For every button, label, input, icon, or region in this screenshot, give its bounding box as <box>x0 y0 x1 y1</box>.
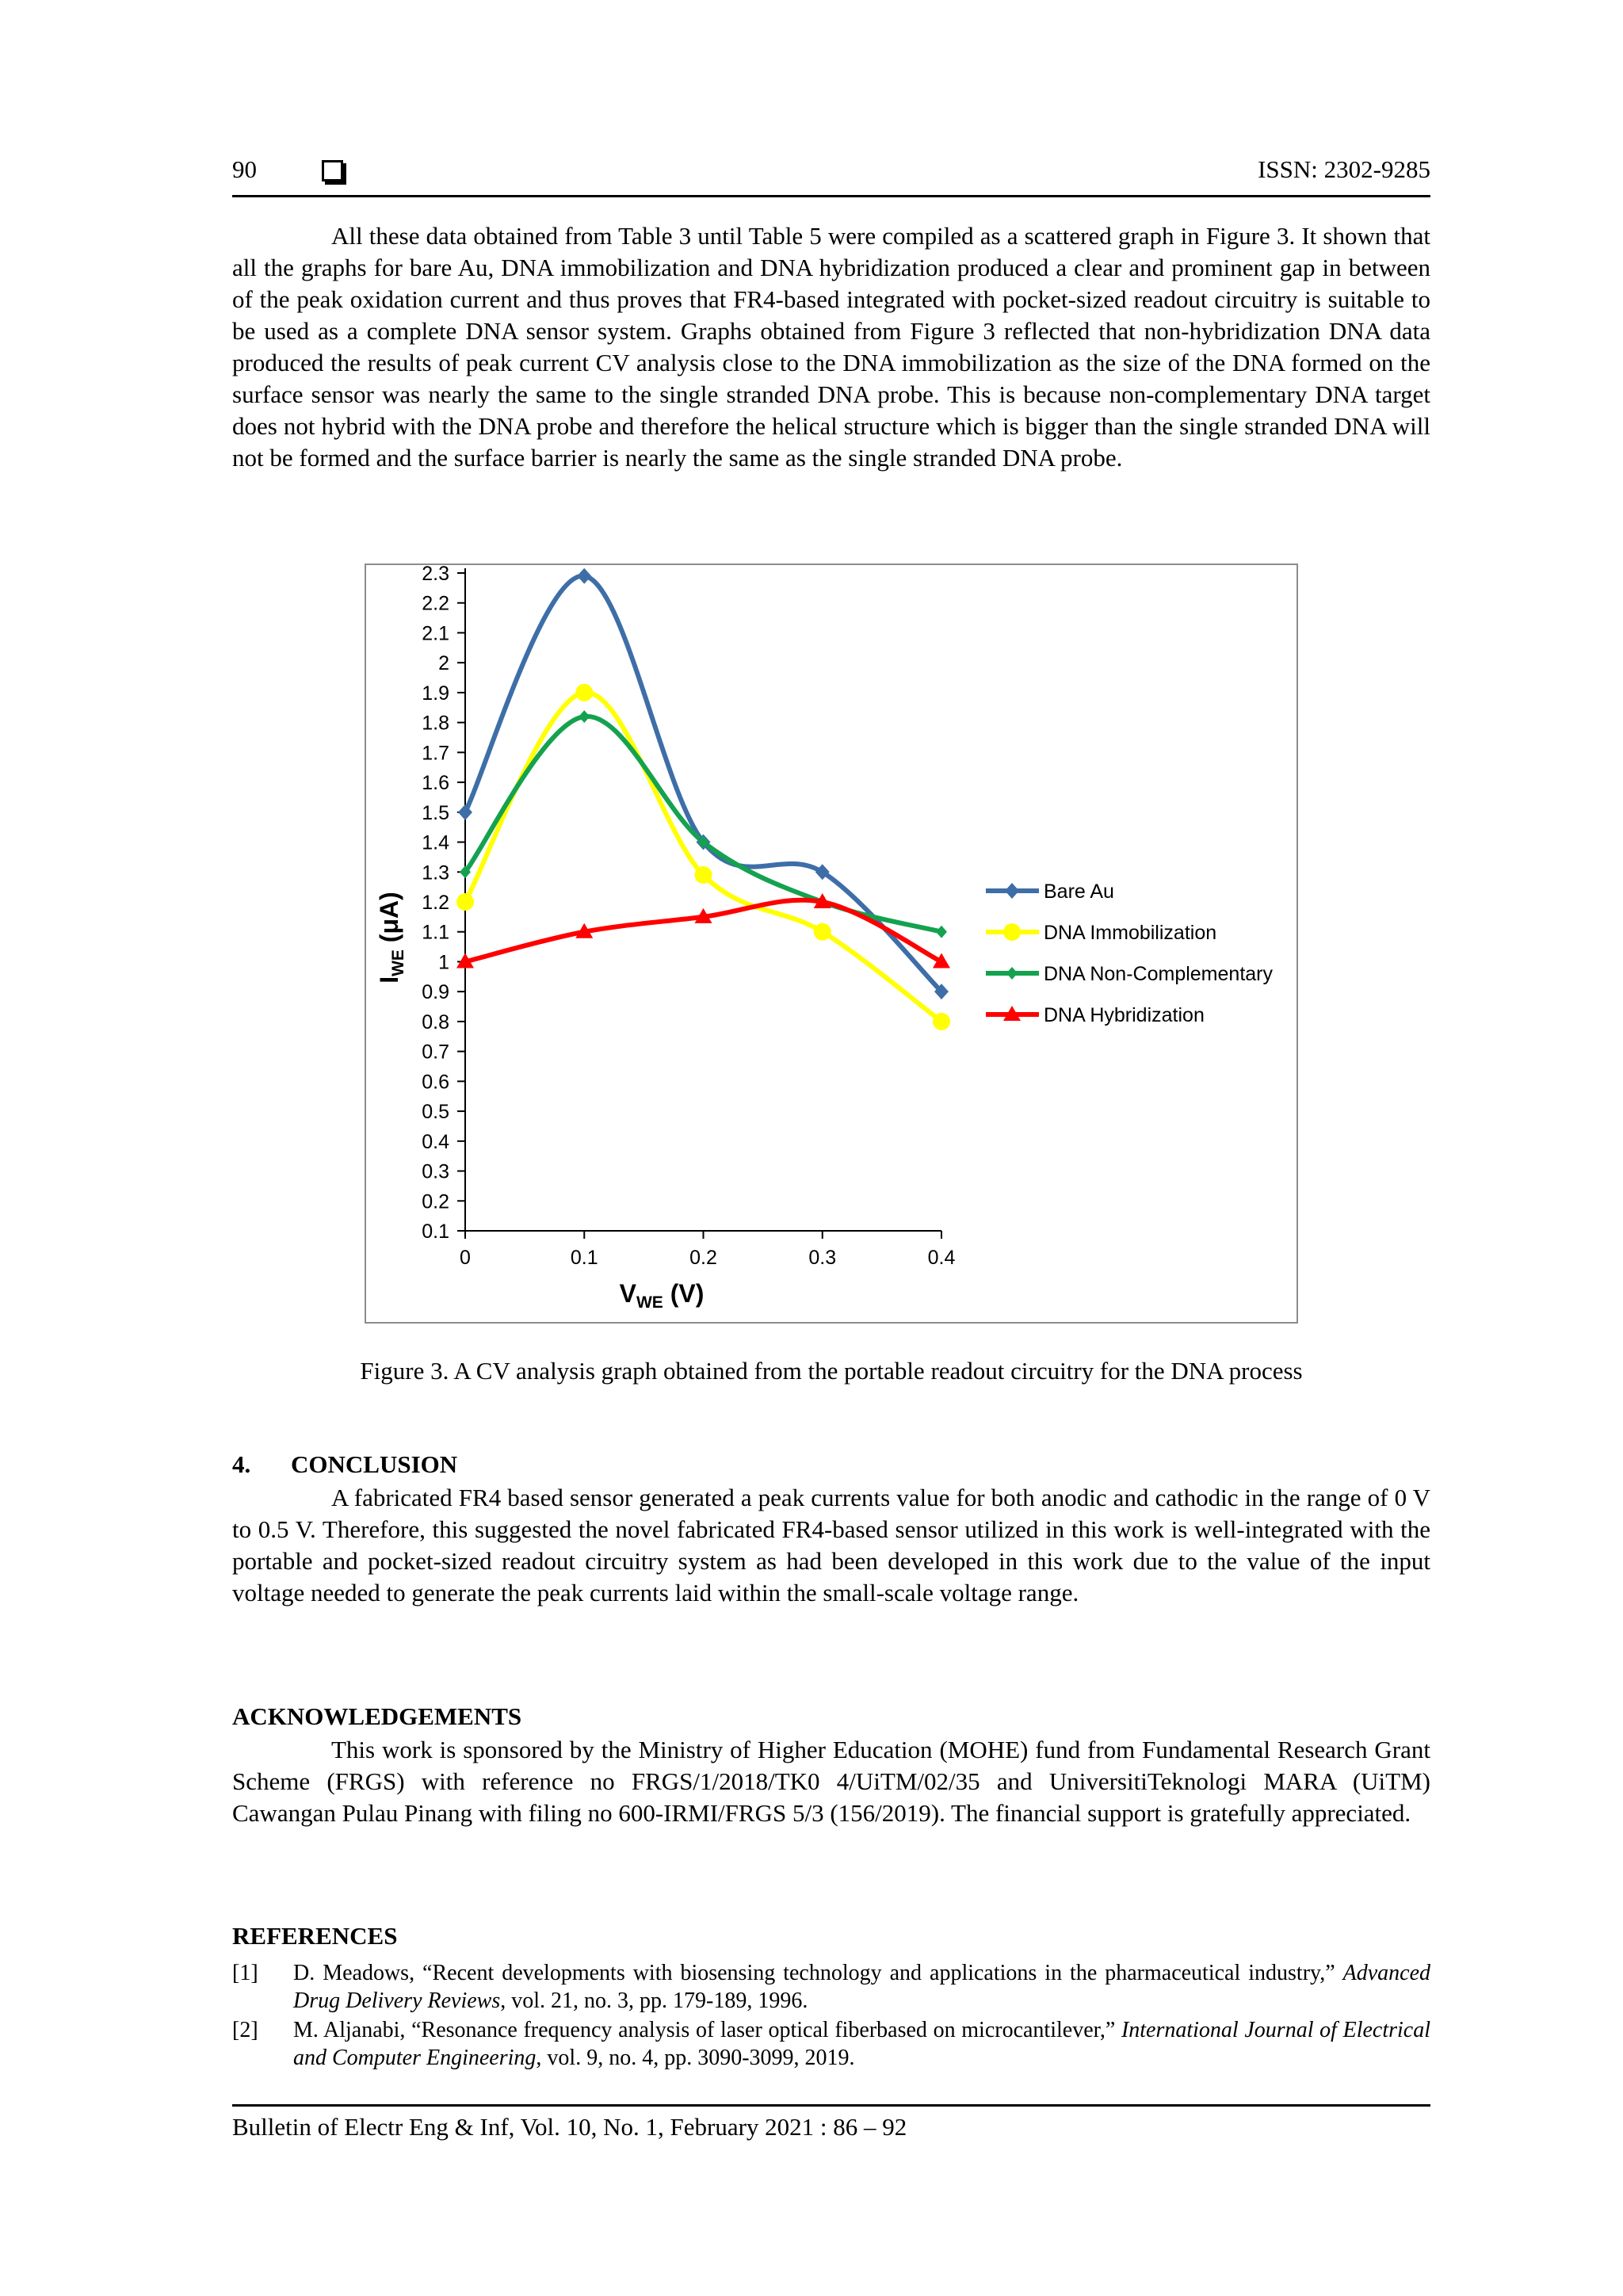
section-title: CONCLUSION <box>291 1450 458 1478</box>
y-axis-title <box>375 892 407 984</box>
data-point <box>577 568 591 584</box>
series-line <box>465 576 941 992</box>
x-tick-label: 0 <box>460 1247 471 1269</box>
legend-label: DNA Immobilization <box>1044 922 1217 944</box>
page-header <box>232 155 1430 197</box>
reference-item <box>232 2016 1430 2072</box>
legend-marker <box>1005 883 1019 899</box>
acknowledgements-paragraph: This work is sponsored by the Ministry of Higher Education (MOHE) fund from Fundamental Research Grant Scheme (FRGS) with reference no FRGS/1/2018/TK0 4/UiTM/02/35 and UniversitiTeknologi MARA (UiTM) Cawangan Pulau Pinang with filing no 600-IRMI/FRGS 5/3 (156/2019). The financial support is gratefully appreciated. <box>232 1736 1430 1827</box>
conclusion-heading <box>232 1450 457 1479</box>
legend-label: DNA Non-Complementary <box>1044 963 1273 985</box>
y-axis-title-sub: WE <box>389 949 407 976</box>
y-tick-label: 2.3 <box>422 565 449 585</box>
intro-paragraph: All these data obtained from Table 3 until Table 5 were compiled as a scattered graph in Figure 3. It shown that all the graphs for bare Au, DNA immobilization and DNA hybridization produced a clear and prominent gap in between of the peak oxidation current and thus proves that FR4-based integrated with pocket-sized readout circuitry is suitable to be used as a complete DNA sensor system. Graphs obtained from Figure 3 reflected that non-hybridization DNA data produced the results of peak current CV analysis close to the DNA immobilization as the size of the DNA formed on the surface sensor was nearly the same to the single stranded DNA probe. This is because non-complementary DNA target does not hybrid with the DNA probe and therefore the helical structure which is bigger than the single stranded DNA will not be formed and the surface barrier is nearly the same as the single stranded DNA probe. <box>232 222 1430 472</box>
reference-item <box>232 1959 1430 2015</box>
y-tick-label: 0.1 <box>422 1221 449 1243</box>
y-tick-label: 0.7 <box>422 1041 449 1064</box>
data-point <box>814 923 831 941</box>
data-point <box>933 1013 950 1030</box>
reference-journal: Advanced Drug Delivery Reviews <box>293 1961 1430 2013</box>
chart-axes <box>465 568 941 1231</box>
y-tick-label: 2.1 <box>422 622 449 645</box>
reference-text: M. Aljanabi, “Resonance frequency analysis of laser optical fiberbased on microcantilever,” <box>293 2018 1121 2042</box>
data-point <box>695 866 712 884</box>
series-markers <box>456 568 950 1030</box>
y-tick-label: 1.4 <box>422 831 449 854</box>
references-heading: REFERENCES <box>232 1922 398 1950</box>
y-tick-label: 1 <box>438 951 449 974</box>
issn-label: ISSN: 2302-9285 <box>1258 155 1430 183</box>
y-tick-label: 1.9 <box>422 682 449 705</box>
x-tick-label: 0.2 <box>689 1247 717 1269</box>
x-axis-ticks <box>460 1231 955 1269</box>
y-tick-label: 2.2 <box>422 592 449 615</box>
y-tick-label: 1.3 <box>422 861 449 884</box>
y-tick-label: 1.8 <box>422 712 449 735</box>
chart-legend <box>986 881 1273 1026</box>
reference-details: , vol. 21, no. 3, pp. 179-189, 1996. <box>500 1988 808 2013</box>
data-point <box>936 926 947 938</box>
x-axis-title <box>620 1279 705 1312</box>
legend-label: Bare Au <box>1044 881 1114 903</box>
reference-details: , vol. 9, no. 4, pp. 3090-3099, 2019. <box>536 2046 855 2070</box>
y-tick-label: 1.1 <box>422 921 449 944</box>
data-point <box>575 684 593 701</box>
legend-label: DNA Hybridization <box>1044 1004 1205 1026</box>
y-tick-label: 0.9 <box>422 981 449 1004</box>
y-tick-label: 1.2 <box>422 892 449 914</box>
footer-citation: Bulletin of Electr Eng & Inf, Vol. 10, No. 1, February 2021 : 86 – 92 <box>232 2113 907 2141</box>
legend-marker <box>1003 923 1021 941</box>
y-tick-label: 0.5 <box>422 1101 449 1124</box>
y-tick-label: 2 <box>438 652 449 675</box>
reference-number: [2] <box>232 2018 258 2042</box>
y-axis-title-unit: (μA) <box>375 892 403 950</box>
series-lines <box>465 576 941 1022</box>
reference-number: [1] <box>232 1961 258 1985</box>
page-footer <box>232 2104 1430 2141</box>
reference-journal: International Journal of Electrical and Computer Engineering <box>293 2018 1430 2070</box>
section-number: 4. <box>232 1450 251 1478</box>
y-axis-title-main: I <box>375 976 403 984</box>
x-tick-label: 0.4 <box>927 1247 956 1269</box>
square-bullet-icon <box>322 160 343 181</box>
x-axis-title-unit: (V) <box>663 1279 705 1308</box>
y-tick-label: 0.8 <box>422 1010 449 1033</box>
y-tick-label: 1.5 <box>422 801 449 824</box>
y-tick-label: 0.2 <box>422 1190 449 1213</box>
series-line <box>465 693 941 1022</box>
x-tick-label: 0.3 <box>808 1247 837 1269</box>
x-axis-title-sub: WE <box>636 1293 663 1312</box>
y-tick-label: 0.6 <box>422 1071 449 1094</box>
figure-3-chart <box>365 563 1298 1324</box>
y-tick-label: 0.4 <box>422 1130 449 1153</box>
y-tick-label: 1.7 <box>422 742 449 765</box>
acknowledgements-heading: ACKNOWLEDGEMENTS <box>232 1702 522 1730</box>
page-number: 90 <box>232 155 257 183</box>
x-axis-title-main: V <box>619 1279 636 1308</box>
x-tick-label: 0.1 <box>570 1247 598 1269</box>
reference-list <box>232 1959 1430 2073</box>
figure-caption: Figure 3. A CV analysis graph obtained from the portable readout circuitry for the DNA process <box>360 1357 1303 1385</box>
data-point <box>456 893 474 911</box>
cv-analysis-chart <box>366 565 1296 1322</box>
conclusion-paragraph: A fabricated FR4 based sensor generated a peak currents value for both anodic and cathodic in the range of 0 V to 0.5 V. Therefore, this suggested the novel fabricated FR4-based sensor utilized in this work is well-integrated with the portable and pocket-sized readout circuitry system as had been developed in this work due to the value of the input voltage needed to generate the peak currents laid within the small-scale voltage range. <box>232 1484 1430 1606</box>
y-tick-label: 0.3 <box>422 1160 449 1183</box>
reference-text: D. Meadows, “Recent developments with biosensing technology and applications in the pharmaceutical industry,” <box>293 1961 1343 1985</box>
y-tick-label: 1.6 <box>422 772 449 795</box>
data-point <box>579 710 590 723</box>
legend-marker <box>1006 967 1018 980</box>
